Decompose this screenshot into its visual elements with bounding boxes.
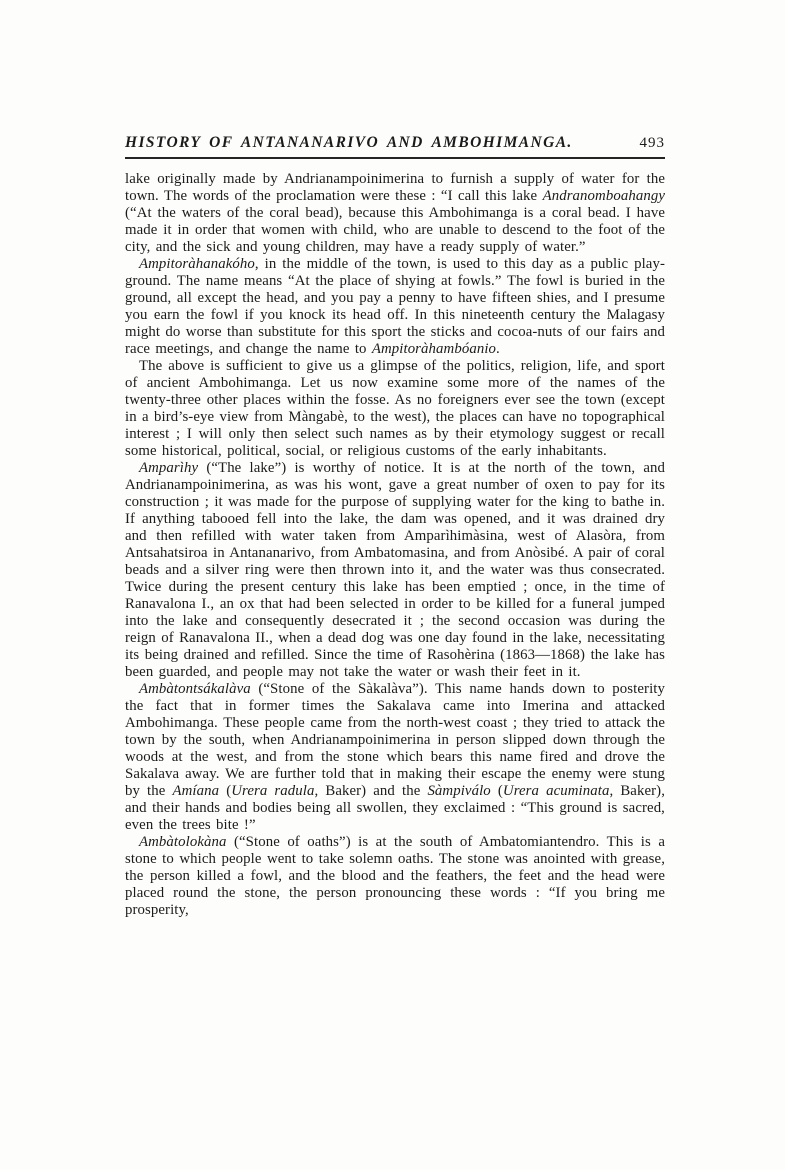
header-rule: [125, 157, 665, 159]
text-run: (“The lake”) is worthy of notice. It is at the north of the town, and Andrianampoinimerina, as was his wont, gave a great number of oxen to pay for its construction ; it was made for the purpose of supplying water for the king to bathe in. If anything tabooed fell into the lake, the dam was opened, and it was drained dry and then refilled with water taken from Amparìhimàsina, west of Alasòra, from Antsahatsiroa in Antananarivo, from Ambatomasina, and from Anòsibé. A pair of coral beads and a silver ring were then thrown into it, and the water was thus consecrated. Twice during the present century this lake has been emptied ; once, in the time of Ranavalona I., an ox that had been selected in order to be killed for a funeral jumped into the lake and consequently desecrated it ; the second occasion was during the reign of Ranavalona II., when a dead dog was one day found in the lake, necessitating its being drained and refilled. Since the time of Rasohèrina (1863—1868) the lake has been guarded, and people may not take the water or wash their feet in it.: [125, 460, 665, 680]
text-run: (: [219, 783, 232, 799]
page-body: [125, 171, 665, 919]
italic-text-run: Sàmpiválo: [427, 783, 491, 799]
page-number: 493: [639, 135, 665, 151]
text-run: (“At the waters of the coral bead), because this Ambohimanga is a coral bead. I have made it in order that women with child, who are unable to descend to the foot of the city, and the sick and young children, may have a ready supply of water.”: [125, 205, 665, 255]
text-column: [125, 134, 665, 919]
paragraph: [125, 681, 665, 834]
italic-text-run: Urera radula: [231, 783, 315, 799]
italic-text-run: Andranomboahangy: [542, 188, 665, 204]
italic-text-run: Ampitoràhambóanio: [371, 341, 497, 357]
paragraph: [125, 256, 665, 358]
text-run: (“Stone of the Sàkalàva”). This name hands down to posterity the fact that in former times the Sakalava came into Imerina and attacked Ambohimanga. These people came from the north-west coast ; they tried to attack the town by the south, when Andrianampoinimerina in person slipped down through the woods at the west, and from the stone which bears this name fired and drove the Sakalava away. We are further told that in making their escape the enemy were stung by the: [125, 681, 665, 799]
paragraph: [125, 460, 665, 681]
paragraph: [125, 358, 665, 460]
page-title: HISTORY OF ANTANANARIVO AND AMBOHIMANGA.: [125, 134, 573, 151]
paragraph: [125, 834, 665, 919]
text-run: , in the middle of the town, is used to this day as a public play-ground. The name means “At the place of shying at fowls.” The fowl is buried in the ground, all except the head, and you pay a penny to have fifteen shies, and I presume you earn the fowl if you knock its head off. In this nineteenth century the Malagasy might do worse than substitute for this sport the sticks and cocoa-nuts of our fairs and race meetings, and change the name to: [125, 256, 665, 357]
text-run: , Baker), and their hands and bodies being all swollen, they exclaimed : “This ground is sacred, even the trees bite !”: [125, 783, 665, 833]
italic-text-run: Ambàtontsákalàva: [139, 681, 251, 697]
text-run: (: [490, 783, 503, 799]
italic-text-run: Urera acuminata: [502, 783, 610, 799]
text-run: .: [496, 341, 500, 357]
text-run: The above is sufficient to give us a glimpse of the politics, religion, life, and sport of ancient Ambohimanga. Let us now examine some more of the names of the twenty-three other places within the fosse. As no foreigners ever see the town (except in a bird’s-eye view from Màngabè, to the west), the places can have no topographical interest ; I will only then select such names as by their etymology suggest or recall some historical, political, social, or religious customs of the early inhabitants.: [125, 358, 665, 459]
italic-text-run: Amíana: [172, 783, 220, 799]
text-run: (“Stone of oaths”) is at the south of Ambatomiantendro. This is a stone to which people went to take solemn oaths. The stone was anointed with grease, the person killed a fowl, and the blood and the feathers, the feet and the head were placed round the stone, the person pronouncing these words : “If you bring me prosperity,: [125, 834, 665, 918]
text-run: lake originally made by Andrianampoinimerina to furnish a supply of water for the town. The words of the proclamation were these : “I call this lake: [125, 171, 665, 204]
italic-text-run: Ambàtolokàna: [139, 834, 227, 850]
italic-text-run: Amparìhy: [139, 460, 199, 476]
running-header: [125, 134, 665, 152]
text-run: , Baker) and the: [314, 783, 428, 799]
paragraph: [125, 171, 665, 256]
italic-text-run: Ampitoràhanakóho: [139, 256, 255, 272]
